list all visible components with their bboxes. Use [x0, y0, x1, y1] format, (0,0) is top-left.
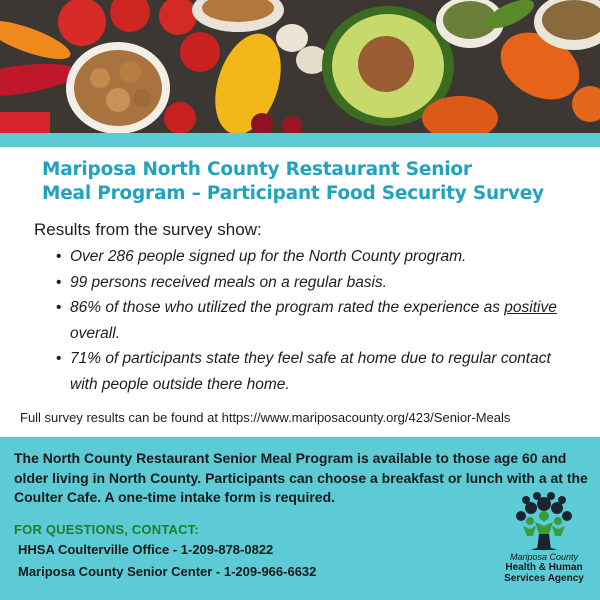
results-list — [56, 244, 576, 397]
contact-line: Mariposa County Senior Center - 1-209-966-6632 — [18, 564, 317, 579]
bullet: • — [56, 273, 62, 291]
food-photo — [0, 0, 600, 137]
program-description: The North County Restaurant Senior Meal Program is available to those age 60 and older living in North County. Participants can choose a breakfast or lunch with a at the Coulter Cafe. A one-time intake form is required. — [14, 450, 588, 505]
page-title-line-1: Mariposa North County Restaurant Senior — [42, 159, 472, 180]
result-item — [56, 295, 576, 346]
result-text-before: 86% of those who utilized the program rated the experience as — [70, 299, 505, 316]
result-item — [56, 346, 576, 397]
page-title-line-2: Meal Program – Participant Food Security Survey — [42, 183, 544, 204]
bullet: • — [56, 299, 62, 316]
bullet: • — [56, 350, 62, 367]
accent-stripe — [0, 133, 600, 147]
contact-heading: FOR QUESTIONS, CONTACT: — [14, 522, 199, 537]
results-intro: Results from the survey show: — [34, 220, 262, 239]
food-photo-banner — [0, 0, 600, 137]
logo-line-3: Services Agency — [504, 573, 584, 584]
result-text: 71% of participants state they feel safe at home due to regular contact with people outside there home. — [70, 350, 551, 393]
page-title — [42, 158, 582, 206]
result-text: Over 286 people signed up for the North County program. — [70, 248, 467, 265]
family-tree-icon — [509, 488, 579, 554]
logo-line-1: Mariposa County — [509, 552, 579, 562]
logo-line-2: Health & Human — [505, 562, 583, 573]
result-text-after: overall. — [70, 324, 120, 342]
result-item — [56, 244, 576, 270]
agency-logo — [488, 488, 600, 600]
survey-link-note: Full survey results can be found at https://www.mariposacounty.org/423/Senior-Meals — [20, 410, 511, 425]
contact-line: HHSA Coulterville Office - 1-209-878-0822 — [18, 542, 274, 557]
result-text-emphasis: positive — [504, 299, 557, 316]
bullet: • — [56, 248, 62, 265]
result-item — [56, 270, 576, 296]
result-text: 99 persons received meals on a regular basis. — [70, 273, 388, 291]
